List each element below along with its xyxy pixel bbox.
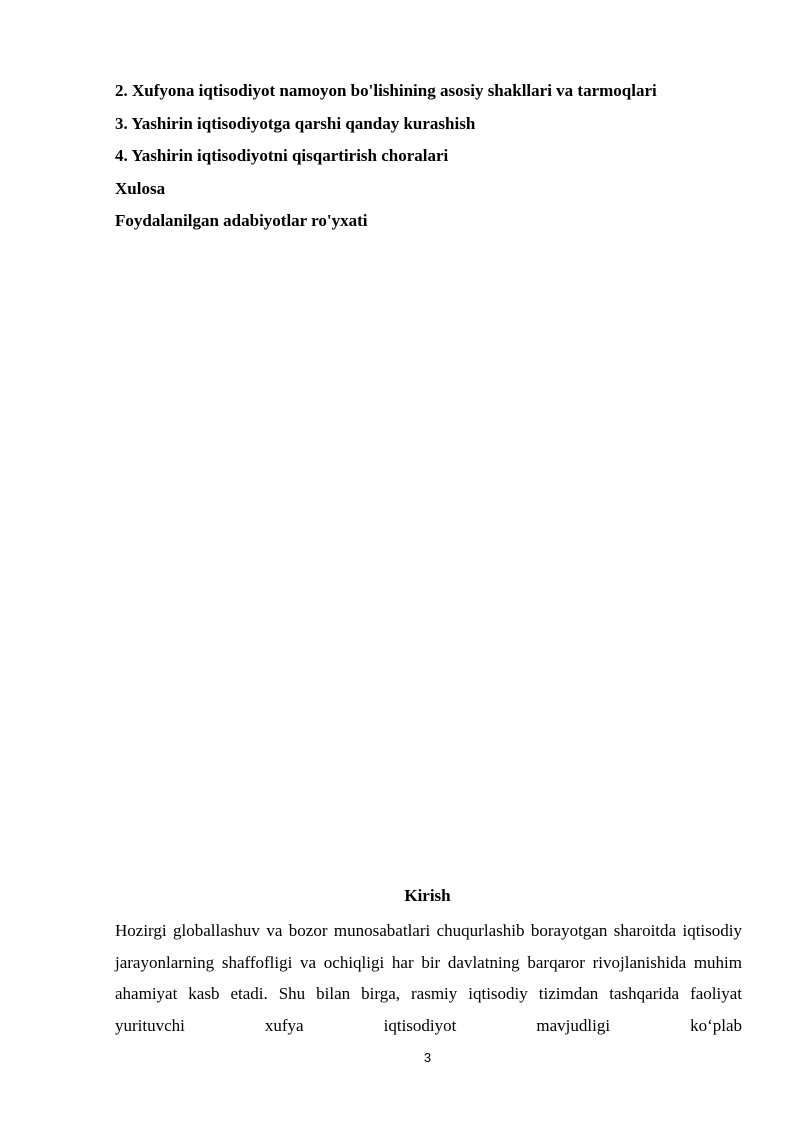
toc-item-3: 3. Yashirin iqtisodiyotga qarshi qanday kurashish [115, 113, 476, 133]
toc-item-4: 4. Yashirin iqtisodiyotni qisqartirish choralari [115, 146, 449, 165]
table-of-contents [115, 75, 755, 238]
introduction-paragraph: Hozirgi globallashuv va bozor munosabatlari chuqurlashib borayotgan sharoitda iqtisodiy jarayonlarning shaffofligi va ochiqligi har bir davlatning barqaror rivojlanishida muhim ahamiyat kasb etadi. Shu bilan birga, rasmiy iqtisodiy tizimdan tashqarida faoliyat yurituvchi xufya iqtisodiyot mavjudligi ko‘plab [115, 921, 742, 1035]
toc-item-conclusion: Xulosa [115, 178, 166, 198]
section-heading-introduction: Kirish [404, 886, 451, 905]
page-number: 3 [423, 1050, 432, 1065]
toc-item-references: Foydalanilgan adabiyotlar ro'yxati [115, 211, 368, 230]
toc-item-2: 2. Xufyona iqtisodiyot namoyon bo'lishining asosiy shakllari va tarmoqlari [115, 81, 657, 100]
